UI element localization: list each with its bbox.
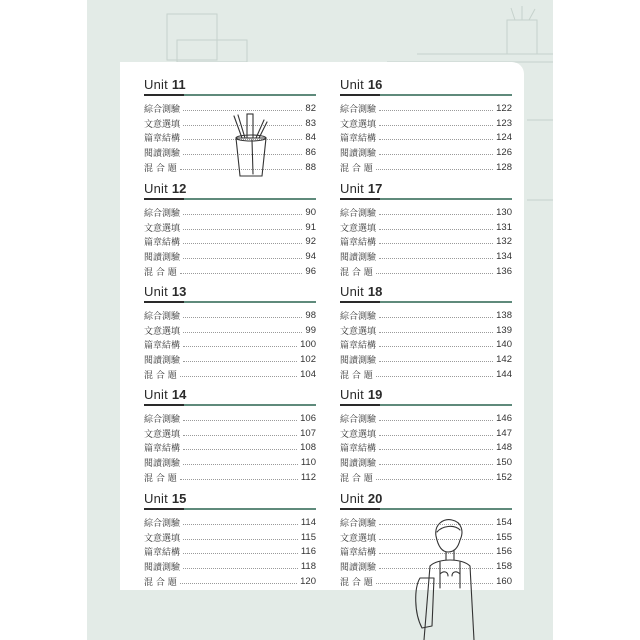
toc-entry[interactable] — [340, 441, 512, 456]
dot-leader — [183, 449, 297, 450]
entry-title: 篇章結構 — [340, 341, 377, 352]
entry-page-number: 136 — [496, 266, 512, 278]
unit-label: Unit — [144, 491, 168, 506]
toc-entry[interactable] — [144, 338, 316, 353]
entry-title: 文意選填 — [340, 119, 377, 130]
dot-leader — [379, 125, 493, 126]
unit-heading — [340, 386, 512, 406]
entry-page-number: 132 — [496, 236, 512, 248]
toc-entry[interactable] — [340, 249, 512, 264]
unit-section — [144, 180, 316, 279]
entry-title: 閱讀測驗 — [340, 459, 377, 470]
heading-accent-bar — [144, 508, 184, 510]
dot-leader — [183, 332, 302, 333]
entry-title: 混 合 題 — [340, 578, 373, 589]
entry-title: 綜合測驗 — [340, 311, 377, 322]
entry-page-number: 84 — [305, 132, 316, 144]
toc-entry[interactable] — [144, 574, 316, 589]
dot-leader — [379, 154, 493, 155]
entry-title: 文意選填 — [340, 429, 377, 440]
entry-page-number: 115 — [300, 531, 316, 543]
entry-title: 閱讀測驗 — [144, 459, 181, 470]
unit-section — [340, 386, 512, 485]
entry-title: 篇章結構 — [144, 548, 181, 559]
entry-page-number: 92 — [305, 236, 316, 248]
unit-number: 20 — [367, 491, 383, 506]
entry-page-number: 118 — [300, 561, 316, 573]
unit-number: 11 — [171, 77, 186, 92]
heading-accent-bar — [144, 301, 184, 303]
dot-leader — [183, 464, 298, 465]
toc-entry[interactable] — [340, 101, 512, 116]
dot-leader — [183, 539, 298, 540]
entry-title: 篇章結構 — [144, 444, 181, 455]
entry-page-number: 112 — [300, 472, 316, 484]
entry-page-number: 147 — [496, 427, 512, 439]
entry-title: 混 合 題 — [340, 164, 373, 175]
entry-title: 篇章結構 — [144, 341, 181, 352]
dot-leader — [183, 361, 297, 362]
toc-entry[interactable] — [144, 470, 316, 485]
entry-page-number: 142 — [496, 354, 512, 366]
entry-title: 綜合測驗 — [144, 104, 181, 115]
toc-entry[interactable] — [340, 352, 512, 367]
pencil-cup-illustration — [222, 112, 272, 178]
unit-heading — [144, 76, 316, 96]
entry-page-number: 110 — [300, 457, 316, 469]
entry-title: 閱讀測驗 — [144, 563, 181, 574]
toc-entry[interactable] — [340, 338, 512, 353]
unit-section — [340, 283, 512, 382]
entry-page-number: 106 — [300, 412, 316, 424]
toc-entry[interactable] — [144, 220, 316, 235]
toc-entry[interactable] — [340, 116, 512, 131]
toc-entry[interactable] — [340, 323, 512, 338]
heading-accent-bar — [340, 94, 380, 96]
dot-leader — [376, 273, 493, 274]
dot-leader — [379, 361, 493, 362]
entry-title: 綜合測驗 — [144, 518, 181, 529]
entry-title: 文意選填 — [144, 119, 181, 130]
dot-leader — [180, 479, 298, 480]
unit-number: 16 — [367, 77, 383, 92]
unit-label: Unit — [340, 181, 364, 196]
entry-title: 文意選填 — [144, 223, 181, 234]
entry-page-number: 82 — [305, 102, 316, 114]
entry-title: 綜合測驗 — [144, 414, 181, 425]
toc-entry[interactable] — [144, 205, 316, 220]
dot-leader — [379, 317, 493, 318]
dot-leader — [379, 243, 493, 244]
toc-entry[interactable] — [144, 264, 316, 279]
entry-page-number: 102 — [300, 354, 316, 366]
toc-entry[interactable] — [144, 235, 316, 250]
dot-leader — [180, 273, 303, 274]
dot-leader — [183, 317, 302, 318]
dot-leader — [183, 243, 302, 244]
entry-page-number: 155 — [496, 531, 512, 543]
dot-leader — [376, 376, 493, 377]
dot-leader — [183, 346, 297, 347]
unit-section — [144, 283, 316, 382]
unit-label: Unit — [144, 77, 168, 92]
entry-page-number: 83 — [305, 117, 316, 129]
toc-entry[interactable] — [144, 426, 316, 441]
dot-leader — [379, 449, 493, 450]
entry-title: 混 合 題 — [340, 474, 373, 485]
heading-accent-bar — [340, 404, 380, 406]
entry-page-number: 86 — [305, 147, 316, 159]
entry-page-number: 150 — [496, 457, 512, 469]
entry-page-number: 139 — [496, 324, 512, 336]
entry-title: 混 合 題 — [340, 268, 373, 279]
toc-entry[interactable] — [144, 352, 316, 367]
toc-entry[interactable] — [340, 160, 512, 175]
dot-leader — [180, 376, 297, 377]
heading-accent-bar — [340, 508, 380, 510]
entry-page-number: 122 — [496, 102, 512, 114]
dot-leader — [183, 568, 298, 569]
dot-leader — [379, 258, 493, 259]
entry-page-number: 88 — [305, 162, 316, 174]
entry-page-number: 123 — [496, 117, 512, 129]
toc-entry[interactable] — [340, 220, 512, 235]
toc-entry[interactable] — [144, 515, 316, 530]
unit-section — [144, 490, 316, 589]
entry-title: 綜合測驗 — [340, 208, 377, 219]
entry-title: 混 合 題 — [144, 578, 177, 589]
dot-leader — [183, 435, 297, 436]
entry-title: 篇章結構 — [340, 134, 377, 145]
entry-title: 篇章結構 — [144, 134, 181, 145]
toc-entry[interactable] — [144, 545, 316, 560]
entry-page-number: 108 — [300, 442, 316, 454]
unit-label: Unit — [144, 387, 168, 402]
entry-title: 文意選填 — [340, 326, 377, 337]
unit-number: 19 — [367, 387, 383, 402]
toc-entry[interactable] — [340, 411, 512, 426]
entry-page-number: 128 — [496, 162, 512, 174]
toc-entry[interactable] — [340, 235, 512, 250]
unit-number: 15 — [171, 491, 187, 506]
dot-leader — [183, 229, 302, 230]
entry-page-number: 138 — [496, 309, 512, 321]
entry-page-number: 154 — [496, 516, 512, 528]
unit-label: Unit — [340, 491, 364, 506]
dot-leader — [379, 229, 493, 230]
unit-number: 18 — [367, 284, 383, 299]
entry-page-number: 91 — [305, 221, 316, 233]
dot-leader — [379, 110, 493, 111]
entry-title: 綜合測驗 — [340, 518, 377, 529]
dot-leader — [183, 214, 302, 215]
entry-page-number: 131 — [496, 221, 512, 233]
entry-title: 綜合測驗 — [340, 414, 377, 425]
toc-entry[interactable] — [340, 470, 512, 485]
heading-accent-bar — [144, 94, 184, 96]
unit-heading — [144, 180, 316, 200]
entry-title: 閱讀測驗 — [144, 253, 181, 264]
dot-leader — [183, 524, 298, 525]
toc-entry[interactable] — [340, 205, 512, 220]
entry-title: 篇章結構 — [340, 548, 377, 559]
unit-number: 13 — [171, 284, 187, 299]
toc-entry[interactable] — [144, 367, 316, 382]
entry-title: 篇章結構 — [340, 444, 377, 455]
entry-page-number: 126 — [496, 147, 512, 159]
entry-page-number: 130 — [496, 206, 512, 218]
unit-heading — [144, 386, 316, 406]
entry-title: 混 合 題 — [144, 268, 177, 279]
entry-title: 閱讀測驗 — [340, 563, 377, 574]
toc-entry[interactable] — [340, 455, 512, 470]
entry-title: 閱讀測驗 — [340, 253, 377, 264]
entry-title: 文意選填 — [340, 223, 377, 234]
student-with-backpack-illustration — [410, 518, 482, 640]
unit-section — [340, 76, 512, 175]
entry-title: 綜合測驗 — [144, 311, 181, 322]
entry-page-number: 100 — [300, 339, 316, 351]
heading-accent-bar — [144, 198, 184, 200]
entry-page-number: 134 — [496, 251, 512, 263]
unit-label: Unit — [340, 77, 364, 92]
unit-heading — [340, 180, 512, 200]
entry-page-number: 99 — [305, 324, 316, 336]
entry-page-number: 98 — [305, 309, 316, 321]
dot-leader — [183, 420, 297, 421]
unit-label: Unit — [340, 387, 364, 402]
heading-accent-bar — [340, 301, 380, 303]
entry-title: 綜合測驗 — [340, 104, 377, 115]
dot-leader — [379, 139, 493, 140]
dot-leader — [379, 464, 493, 465]
entry-page-number: 114 — [300, 516, 316, 528]
unit-section — [144, 386, 316, 485]
unit-label: Unit — [340, 284, 364, 299]
toc-entry[interactable] — [340, 145, 512, 160]
unit-heading — [340, 76, 512, 96]
entry-page-number: 90 — [305, 206, 316, 218]
entry-title: 篇章結構 — [144, 238, 181, 249]
toc-entry[interactable] — [144, 455, 316, 470]
toc-entry[interactable] — [144, 411, 316, 426]
entry-title: 混 合 題 — [340, 371, 373, 382]
toc-entry[interactable] — [340, 264, 512, 279]
heading-accent-bar — [144, 404, 184, 406]
dot-leader — [379, 214, 493, 215]
toc-entry[interactable] — [144, 308, 316, 323]
entry-page-number: 160 — [496, 576, 512, 588]
dot-leader — [183, 110, 302, 111]
entry-page-number: 146 — [496, 412, 512, 424]
entry-page-number: 120 — [300, 576, 316, 588]
unit-heading — [144, 490, 316, 510]
entry-title: 閱讀測驗 — [144, 149, 181, 160]
dot-leader — [183, 258, 302, 259]
entry-page-number: 156 — [496, 546, 512, 558]
entry-title: 混 合 題 — [144, 474, 177, 485]
dot-leader — [180, 583, 297, 584]
toc-entry[interactable] — [144, 249, 316, 264]
toc-entry[interactable] — [340, 308, 512, 323]
entry-page-number: 140 — [496, 339, 512, 351]
entry-title: 文意選填 — [144, 326, 181, 337]
unit-label: Unit — [144, 181, 168, 196]
entry-page-number: 152 — [496, 472, 512, 484]
dot-leader — [376, 169, 493, 170]
unit-number: 12 — [171, 181, 187, 196]
dot-leader — [183, 553, 298, 554]
entry-title: 閱讀測驗 — [144, 356, 181, 367]
dot-leader — [379, 435, 493, 436]
toc-entry[interactable] — [144, 559, 316, 574]
entry-page-number: 144 — [496, 369, 512, 381]
entry-title: 文意選填 — [340, 533, 377, 544]
dot-leader — [379, 346, 493, 347]
entry-page-number: 104 — [300, 369, 316, 381]
unit-number: 17 — [367, 181, 383, 196]
unit-number: 14 — [171, 387, 187, 402]
toc-entry[interactable] — [340, 367, 512, 382]
dot-leader — [379, 332, 493, 333]
unit-heading — [144, 283, 316, 303]
entry-title: 混 合 題 — [144, 371, 177, 382]
unit-heading — [340, 490, 512, 510]
entry-page-number: 158 — [496, 561, 512, 573]
entry-title: 文意選填 — [144, 533, 181, 544]
entry-page-number: 107 — [300, 427, 316, 439]
unit-section — [340, 180, 512, 279]
entry-page-number: 96 — [305, 266, 316, 278]
heading-accent-bar — [340, 198, 380, 200]
entry-title: 混 合 題 — [144, 164, 177, 175]
toc-entry[interactable] — [144, 530, 316, 545]
unit-heading — [340, 283, 512, 303]
toc-entry[interactable] — [144, 441, 316, 456]
entry-page-number: 116 — [300, 546, 316, 558]
entry-title: 綜合測驗 — [144, 208, 181, 219]
toc-entry[interactable] — [340, 131, 512, 146]
dot-leader — [376, 479, 493, 480]
entry-page-number: 148 — [496, 442, 512, 454]
entry-page-number: 124 — [496, 132, 512, 144]
toc-entry[interactable] — [340, 426, 512, 441]
entry-title: 篇章結構 — [340, 238, 377, 249]
entry-title: 文意選填 — [144, 429, 181, 440]
dot-leader — [379, 420, 493, 421]
entry-title: 閱讀測驗 — [340, 149, 377, 160]
entry-page-number: 94 — [305, 251, 316, 263]
unit-label: Unit — [144, 284, 168, 299]
entry-title: 閱讀測驗 — [340, 356, 377, 367]
toc-entry[interactable] — [144, 323, 316, 338]
